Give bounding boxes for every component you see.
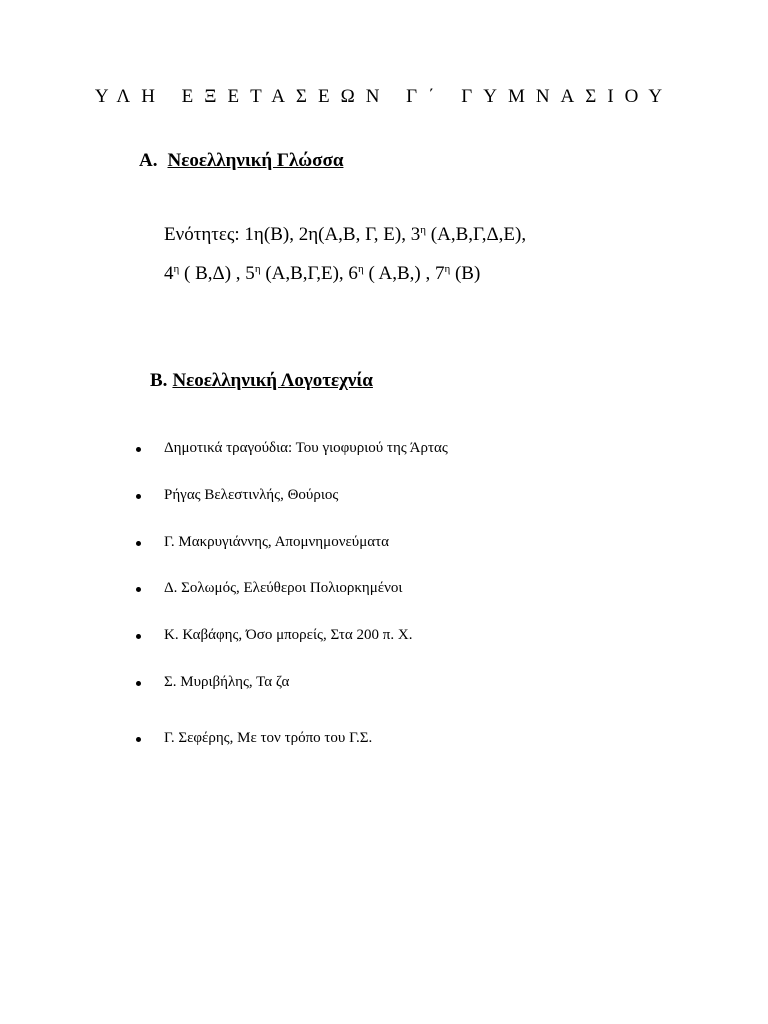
- ordinal-suffix: η: [173, 263, 180, 275]
- list-item-text: Γ. Σεφέρης, Με τον τρόπο του Γ.Σ.: [164, 730, 373, 746]
- list-item: [136, 487, 338, 504]
- bullet-icon: [136, 541, 141, 546]
- ordinal-suffix: η: [357, 263, 364, 275]
- list-item-text: Γ. Μακρυγιάννης, Απομνημονεύματα: [164, 534, 389, 550]
- section-b-title: Νεοελληνική Λογοτεχνία: [172, 370, 373, 391]
- bullet-icon: [136, 737, 141, 742]
- list-item-text: Σ. Μυριβήλης, Τα ζα: [164, 674, 290, 690]
- bullet-icon: [136, 634, 141, 639]
- list-item-text: Δ. Σολωμός, Ελεύθεροι Πολιορκημένοι: [164, 580, 403, 596]
- bullet-icon: [136, 587, 141, 592]
- language-units-line-2: [164, 263, 480, 285]
- ordinal-suffix: η: [420, 224, 427, 236]
- list-item: [136, 534, 389, 551]
- units-text: (Α,Β,Γ,Δ,Ε),: [426, 224, 527, 245]
- units-text: (Β): [450, 263, 481, 284]
- list-item-text: Ρήγας Βελεστινλής, Θούριος: [164, 487, 339, 503]
- units-text: Ενότητες: 1η(Β), 2η(Α,Β, Γ, Ε), 3: [164, 224, 421, 245]
- list-item: [136, 627, 412, 644]
- units-text: ( Α,Β,) , 7: [363, 263, 445, 284]
- units-text: (Α,Β,Γ,Ε), 6: [260, 263, 358, 284]
- list-item: [136, 440, 448, 457]
- section-b-heading: [150, 370, 373, 392]
- section-a-title: Νεοελληνική Γλώσσα: [167, 150, 344, 171]
- list-item: [136, 674, 289, 691]
- units-text: 4: [164, 263, 174, 284]
- list-item: [136, 730, 372, 747]
- list-item-text: Δημοτικά τραγούδια: Του γιοφυριού της Άρτας: [164, 440, 448, 456]
- bullet-icon: [136, 681, 141, 686]
- bullet-icon: [136, 447, 141, 452]
- bullet-icon: [136, 494, 141, 499]
- units-text: ( Β,Δ) , 5: [179, 263, 255, 284]
- ordinal-suffix: η: [444, 263, 451, 275]
- section-a-heading: [139, 150, 343, 172]
- section-a-letter: Α.: [139, 150, 158, 171]
- section-b-letter: Β.: [150, 370, 168, 391]
- ordinal-suffix: η: [254, 263, 261, 275]
- document-title: ΥΛΗ ΕΞΕΤΑΣΕΩΝ Γ΄ ΓΥΜΝΑΣΙΟΥ: [94, 86, 674, 107]
- language-units-line-1: [164, 224, 526, 246]
- list-item: [136, 580, 402, 597]
- list-item-text: Κ. Καβάφης, Όσο μπορείς, Στα 200 π. Χ.: [164, 627, 413, 643]
